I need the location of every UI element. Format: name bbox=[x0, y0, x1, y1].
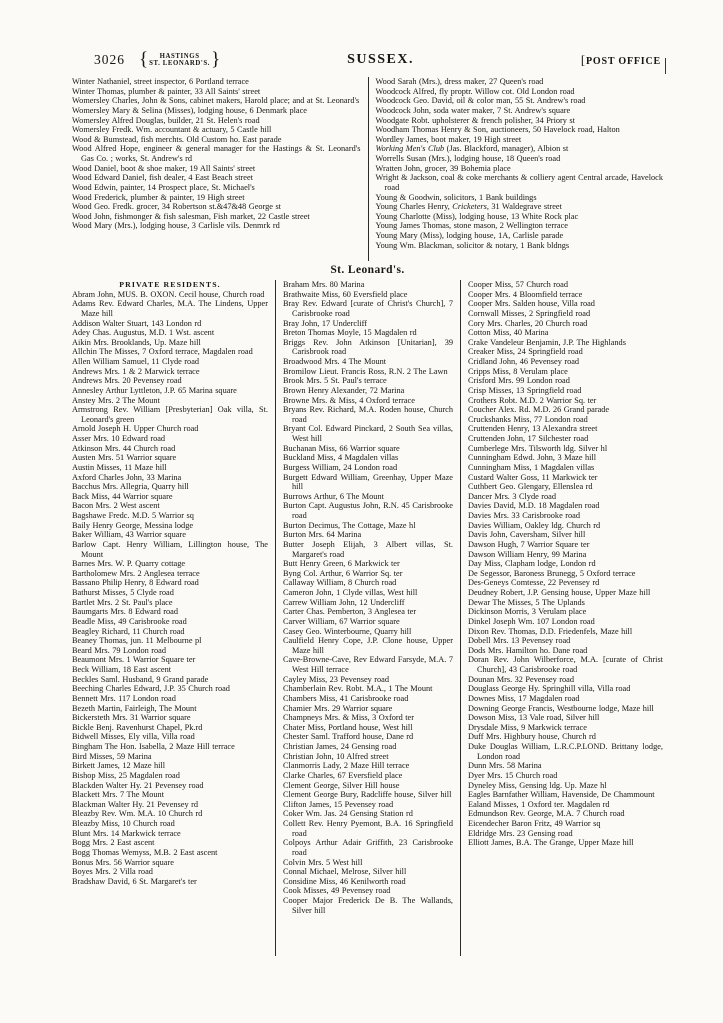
directory-entry: Clement George, Silver Hill house bbox=[283, 780, 400, 790]
directory-entry: Crisp Misses, 13 Springfield road bbox=[468, 385, 582, 395]
directory-entry: Custard Walter Goss, 11 Markwick ter bbox=[468, 472, 598, 482]
directory-entry: Winter Nathaniel, street inspector, 6 Portland terrace bbox=[72, 77, 249, 86]
county-title: SUSSEX. bbox=[347, 52, 414, 67]
directory-entry: Chambers Miss, 41 Carisbrooke road bbox=[283, 693, 409, 703]
directory-entry: Anstey Mrs. 2 The Mount bbox=[72, 395, 160, 405]
directory-entry: Bradshaw David, 6 St. Margaret's ter bbox=[72, 876, 197, 886]
section-title: St. Leonard's. bbox=[330, 264, 405, 276]
directory-entry: Bingham The Hon. Isabella, 2 Maze Hill terrace bbox=[72, 742, 235, 751]
directory-entry: Bogg Thomas Wemyss, M.B. 2 East ascent bbox=[72, 847, 218, 857]
directory-entry: Creaker Miss, 24 Springfield road bbox=[468, 347, 583, 357]
directory-entry: Crothers Robt. M.D. 2 Warrior Sq. ter bbox=[468, 395, 597, 405]
directory-entry: Downing George Francis, Westbourne lodge, Maze hill bbox=[468, 703, 654, 713]
private-residents-heading: PRIVATE RESIDENTS. bbox=[119, 280, 221, 289]
directory-entry: Wood John, fishmonger & fish salesman, Fish market, 22 Castle street bbox=[72, 211, 310, 221]
directory-entry: Clement George Bury, Radcliffe house, Silver hill bbox=[283, 790, 452, 800]
directory-entry: De Segessor, Baroness Brunegg, 5 Oxford terrace bbox=[468, 568, 636, 578]
directory-entry: Des-Geneys Comtesse, 22 Pevensey rd bbox=[468, 578, 600, 588]
directory-entry: Bickersteth Mrs. 31 Warrior square bbox=[72, 713, 191, 723]
directory-entry: Cooper Miss, 57 Church road bbox=[468, 280, 568, 289]
directory-entry: Bleazby Miss, 10 Church road bbox=[72, 819, 175, 828]
directory-entry: Dounan Mrs. 32 Pevensey road bbox=[468, 674, 574, 684]
directory-entry: Bray Rev. Edward [curate of Christ's Church], 7 Carisbrooke road bbox=[283, 299, 453, 318]
directory-entry: Andrews Mrs. 20 Pevensey road bbox=[72, 376, 182, 386]
running-head-line1: HASTINGS bbox=[159, 52, 200, 60]
directory-entry: Clanmorris Lady, 2 Maze Hill terrace bbox=[283, 761, 410, 771]
directory-entry: Cayley Miss, 23 Pevensey road bbox=[283, 674, 389, 684]
directory-entry: Carrew William John, 12 Undercliff bbox=[283, 597, 405, 607]
directory-entry: Womersley Fredk. Wm. accountant & actuary, 5 Castle hill bbox=[72, 125, 272, 135]
directory-entry: Downes Miss, 17 Magdalen road bbox=[468, 693, 580, 703]
directory-entry: Buckland Miss, 4 Magdalen villas bbox=[283, 453, 399, 463]
directory-entry: Bryant Col. Edward Pinckard, 2 South Sea villas, West hill bbox=[283, 424, 453, 443]
brace-close: } bbox=[211, 49, 221, 70]
directory-entry: Chamier Mrs. 29 Warrior square bbox=[283, 703, 393, 713]
directory-entry: Asser Mrs. 10 Edward road bbox=[72, 434, 166, 443]
continuation-section bbox=[72, 77, 663, 261]
directory-entry: Dyer Mrs. 15 Church road bbox=[468, 770, 558, 780]
directory-entry: Edmundson Rev. George, M.A. 7 Church road bbox=[468, 809, 625, 819]
directory-entry: Beck William, 18 East ascent bbox=[72, 665, 172, 674]
directory-entry: Cory Mrs. Charles, 20 Church road bbox=[468, 318, 588, 328]
directory-entry: Dickinson Morris, 3 Verulam place bbox=[468, 607, 587, 617]
directory-entry: Bennett Mrs. 117 London road bbox=[72, 693, 176, 703]
directory-entry: Davies William, Oakley ldg. Church rd bbox=[468, 520, 601, 530]
directory-entry: Woodham Thomas Henry & Son, auctioneers, 50 Havelock road, Halton bbox=[375, 125, 620, 135]
private-residents-section bbox=[72, 280, 663, 956]
directory-entry: Boyes Mrs. 2 Villa road bbox=[72, 867, 153, 877]
directory-entry: Christian John, 10 Alfred street bbox=[283, 751, 389, 761]
directory-entry: Wood Frederick, plumber & painter, 19 High street bbox=[72, 192, 245, 202]
directory-entry: Casey Geo. Winterbourne, Quarry hill bbox=[283, 626, 412, 636]
brace-open: { bbox=[139, 49, 149, 70]
directory-entry: Atkinson Mrs. 44 Church road bbox=[72, 443, 176, 453]
directory-entry: Cuthbert Geo. Glengary, Ellenslea rd bbox=[468, 482, 593, 492]
directory-entry: Callaway William, 8 Church road bbox=[283, 578, 397, 588]
directory-entry: Bartlet Mrs. 2 St. Paul's place bbox=[72, 597, 173, 607]
directory-entry: Carver William, 67 Warrior square bbox=[283, 616, 400, 626]
directory-entry: Blunt Mrs. 14 Markwick terrace bbox=[72, 828, 181, 838]
directory-entry: Cameron John, 1 Clyde villas, West hill bbox=[283, 588, 418, 597]
directory-entry: Colpoys Arthur Adair Griffith, 23 Carisbrooke road bbox=[283, 838, 453, 857]
directory-entry: Woodcock Alfred, fly proptr. Willow cot. Old London road bbox=[375, 86, 575, 96]
directory-entry: Winter Thomas, plumber & painter, 33 All Saints' street bbox=[72, 86, 261, 96]
directory-entry: Wood & Bumstead, fish merchts. Old Custom ho. East parade bbox=[72, 134, 282, 144]
directory-entry: Cave-Browne-Cave, Rev Edward Farsyde, M.A. 7 West Hill terrace bbox=[283, 655, 453, 674]
directory-entry: Dawson William Henry, 99 Marina bbox=[468, 549, 587, 559]
directory-entry: Adey Chas. Augustus, M.D. 1 Wst. ascent bbox=[72, 328, 215, 338]
directory-entry: Wright & Jackson, coal & coke merchants & colliery agent Central arcade, Havelock road bbox=[375, 173, 663, 192]
directory-entry: Allen William Samuel, 11 Clyde road bbox=[72, 357, 200, 366]
directory-entry: Bassano Philip Henry, 8 Edward road bbox=[72, 578, 199, 588]
directory-entry: Wood Sarah (Mrs.), dress maker, 27 Queen's road bbox=[375, 77, 544, 86]
directory-entry: Wood Alfred Hope, engineer & general manager for the Hastings & St. Leonard's Gas Co. ; works, St. Andrew's rd bbox=[72, 144, 361, 163]
directory-entry: Burgett Edward William, Greenhay, Upper Maze hill bbox=[283, 472, 453, 492]
page-number: 3026 bbox=[94, 52, 125, 67]
directory-entry: Cooper Mrs. Salden house, Villa road bbox=[468, 299, 595, 309]
directory-entry: Axford Charles John, 33 Marina bbox=[72, 472, 182, 482]
directory-entry: Ealand Misses, 1 Oxford ter. Magdalen rd bbox=[468, 799, 610, 809]
directory-entry: Abram John, MUS. B. OXON. Cecil house, Church road bbox=[72, 289, 265, 299]
directory-entry: Chamberlain Rev. Robt. M.A., 1 The Mount bbox=[283, 684, 433, 694]
directory-entry: Dobell Mrs. 13 Pevensey road bbox=[468, 636, 571, 646]
directory-entry: Arnold Joseph H. Upper Church road bbox=[72, 424, 199, 434]
directory-entry: Carter Chas. Pemberton, 3 Anglesea ter bbox=[283, 607, 417, 617]
directory-entry: Eicendecher Baron Fritz, 49 Warrior sq bbox=[468, 819, 601, 828]
directory-entry: Austin Misses, 11 Maze hill bbox=[72, 462, 167, 472]
directory-entry: Dewar The Misses, 5 The Uplands bbox=[468, 597, 585, 607]
directory-entry: Cruttenden John, 17 Silchester road bbox=[468, 434, 589, 443]
directory-entry: Crisford Mrs. 99 London road bbox=[468, 376, 570, 386]
directory-entry: Doran Rev. John Wilberforce, M.A. [curate of Christ Church], 43 Carisbrooke road bbox=[468, 655, 663, 674]
directory-entry: Young & Goodwin, solicitors, 1 Bank buildings bbox=[375, 192, 537, 202]
directory-entry: Davies Mrs. 33 Carisbrooke road bbox=[468, 511, 580, 520]
directory-entry: Cotton Miss, 40 Marina bbox=[468, 328, 549, 338]
directory-entry: Coucher Alex. Rd. M.D. 26 Grand parade bbox=[468, 405, 610, 415]
directory-entry: Beaumont Mrs. 1 Warrior Square ter bbox=[72, 655, 196, 665]
residents-column-1-entries bbox=[72, 290, 268, 887]
directory-entry: Duff Mrs. Highbury house, Church rd bbox=[468, 732, 596, 742]
directory-entry: Wordley James, boot maker, 19 High street bbox=[375, 134, 522, 144]
directory-entry: Woodcock Geo. David, oil & color man, 55 St. Andrew's road bbox=[375, 96, 586, 106]
directory-entry: Wratten John, grocer, 39 Bohemia place bbox=[375, 163, 511, 173]
directory-entry: Considine Miss, 46 Kenilworth road bbox=[283, 876, 406, 886]
directory-entry: Champneys Mrs. & Miss, 3 Oxford ter bbox=[283, 713, 414, 723]
directory-entry: Baumgarts Mrs. 8 Edward road bbox=[72, 607, 178, 617]
directory-entry: Bird Misses, 59 Marina bbox=[72, 751, 152, 761]
directory-entry: Beard Mrs. 79 London road bbox=[72, 645, 166, 655]
directory-entry: Working Men's Club (Jas. Blackford, manager), Albion st bbox=[375, 144, 569, 154]
directory-entry: Brook Mrs. 5 St. Paul's terrace bbox=[283, 376, 387, 386]
directory-entry: Cruckshanks Miss, 77 London road bbox=[468, 414, 588, 424]
directory-entry: Braham Mrs. 80 Marina bbox=[283, 280, 365, 289]
directory-entry: Brathwaite Miss, 60 Eversfield place bbox=[283, 289, 408, 299]
directory-entry: Byng Col. Arthur, 6 Warrior Sq. ter bbox=[283, 568, 403, 578]
directory-entry: Burton Mrs. 64 Marina bbox=[283, 530, 362, 540]
directory-entry: Crake Vandeleur Benjamin, J.P. The Highlands bbox=[468, 337, 626, 347]
running-head-place bbox=[139, 49, 221, 70]
directory-entry: Day Miss, Clapham lodge, London rd bbox=[468, 559, 596, 569]
directory-entry: Burrows Arthur, 6 The Mount bbox=[283, 491, 384, 501]
directory-entry: Bleazby Rev. Wm. M.A. 10 Church rd bbox=[72, 809, 203, 819]
directory-entry: Beaney Thomas, jun. 11 Melbourne pl bbox=[72, 636, 202, 646]
directory-entry: Dyneley Miss, Gensing ldg. Up. Maze hl bbox=[468, 780, 607, 790]
directory-entry: Baker William, 43 Warrior square bbox=[72, 530, 186, 540]
directory-entry: Adams Rev. Edward Charles, M.A. The Lindens, Upper Maze hill bbox=[72, 299, 268, 318]
directory-entry: Worrells Susan (Mrs.), lodging house, 18 Queen's road bbox=[375, 154, 561, 163]
directory-entry: Beckles Saml. Husband, 9 Grand parade bbox=[72, 674, 209, 684]
directory-entry: Womersley Alfred Douglas, builder, 21 St. Helen's road bbox=[72, 115, 260, 125]
directory-entry: Woodcock John, soda water maker, 7 St. Andrew's square bbox=[375, 105, 571, 115]
post-office-label: [POST OFFICE bbox=[580, 52, 661, 67]
directory-entry: Broadwood Mrs. 4 The Mount bbox=[283, 357, 387, 366]
running-head-line2: ST. LEONARD'S. bbox=[149, 60, 211, 67]
directory-entry: Cripps Miss, 8 Verulam place bbox=[468, 366, 568, 376]
directory-entry: Bathurst Misses, 5 Clyde road bbox=[72, 588, 174, 597]
directory-entry: Bartholomew Mrs. 2 Anglesea terrace bbox=[72, 568, 200, 578]
directory-entry: Cunningham Miss, 1 Magdalen villas bbox=[468, 462, 595, 472]
directory-entry: Browne Mrs. & Miss, 4 Oxford terrace bbox=[283, 395, 415, 405]
directory-entry: Chater Miss, Portland house, West hill bbox=[283, 722, 413, 732]
directory-entry: Davies David, M.D. 18 Magdalen road bbox=[468, 501, 600, 511]
directory-entry: Drysdale Miss, 9 Markwick terrace bbox=[468, 722, 587, 732]
directory-entry: Duke Douglas William, L.R.C.P.LOND. Brittany lodge, London road bbox=[468, 742, 663, 761]
directory-entry: Bonus Mrs. 56 Warrior square bbox=[72, 857, 174, 867]
directory-entry: Wood Geo. Fredk. grocer, 34 Robertson st.&47&48 George st bbox=[72, 202, 281, 212]
directory-entry: Andrews Mrs. 1 & 2 Marwick terrace bbox=[72, 366, 200, 376]
directory-entry: Wood Daniel, boot & shoe maker, 19 All Saints' street bbox=[72, 163, 256, 173]
directory-entry: Butt Henry Green, 6 Markwick ter bbox=[283, 559, 400, 569]
directory-entry: Birkett James, 12 Maze hill bbox=[72, 761, 166, 771]
directory-entry: Young Wm. Blackman, solicitor & notary, 1 Bank bldngs bbox=[375, 240, 570, 250]
directory-entry: Dowson Miss, 13 Vale road, Silver hill bbox=[468, 713, 600, 723]
directory-entry: Bryans Rev. Richard, M.A. Roden house, Church road bbox=[283, 405, 453, 424]
directory-entry: Blackett Mrs. 7 The Mount bbox=[72, 790, 165, 800]
scan-edge-mark bbox=[665, 58, 666, 74]
top-right-column bbox=[368, 77, 664, 261]
residents-column-2 bbox=[275, 280, 460, 956]
directory-entry: Young James Thomas, stone mason, 2 Wellington terrace bbox=[375, 221, 568, 231]
directory-entry: Elliott James, B.A. The Grange, Upper Maze hill bbox=[468, 838, 634, 848]
directory-entry: Cook Misses, 49 Pevensey road bbox=[283, 886, 391, 896]
directory-entry: Eldridge Mrs. 23 Gensing road bbox=[468, 828, 573, 838]
directory-entry: Chester Saml. Trafford house, Dane rd bbox=[283, 732, 414, 742]
directory-entry: Wood Mary (Mrs.), lodging house, 3 Carlisle vils. Denmrk rd bbox=[72, 221, 280, 231]
directory-entry: Cruttenden Henry, 13 Alexandra street bbox=[468, 424, 598, 434]
directory-entry: Aikin Mrs. Brooklands, Up. Maze hill bbox=[72, 337, 201, 347]
directory-entry: Briggs Rev. John Atkinson [Unitarian], 39 Carisbrook road bbox=[283, 337, 453, 357]
directory-entry: Bacchus Mrs. Allegria, Quarry hill bbox=[72, 482, 189, 492]
directory-entry: Young Charles Henry, Cricketers, 31 Waldegrave street bbox=[375, 202, 562, 212]
directory-entry: Deudney Robert, J.P. Gensing house, Upper Maze hill bbox=[468, 588, 651, 597]
directory-entry: Dunn Mrs. 58 Marina bbox=[468, 761, 542, 771]
directory-entry: Collett Rev. Henry Pyemont, B.A. 16 Springfield road bbox=[283, 819, 453, 838]
directory-entry: Back Miss, 44 Warrior square bbox=[72, 491, 173, 501]
directory-entry: Wood Edward Daniel, fish dealer, 4 East Beach street bbox=[72, 173, 253, 183]
directory-entry: Buchanan Miss, 66 Warrior square bbox=[283, 443, 400, 453]
directory-entry: Davis John, Caversham, Silver hill bbox=[468, 530, 586, 540]
directory-entry: Addison Walter Stuart, 143 London rd bbox=[72, 318, 202, 328]
directory-entry: Bishop Miss, 25 Magdalen road bbox=[72, 770, 180, 780]
directory-entry: Bogg Mrs. 2 East ascent bbox=[72, 838, 155, 848]
directory-entry: Cooper Mrs. 4 Bloomfield terrace bbox=[468, 289, 583, 299]
directory-entry: Blackman Walter Hy. 21 Pevensey rd bbox=[72, 799, 198, 809]
directory-entry: Burton Decimus, The Cottage, Maze hl bbox=[283, 520, 416, 530]
directory-entry: Dawson Hugh, 7 Warrior Square ter bbox=[468, 539, 590, 549]
directory-entry: Colvin Mrs. 5 West hill bbox=[283, 857, 363, 867]
post-office-bracket: [ bbox=[580, 52, 586, 67]
directory-entry: Austen Mrs. 51 Warrior square bbox=[72, 453, 177, 463]
directory-entry: Cumberlege Mrs. Tilsworth ldg. Silver hl bbox=[468, 443, 608, 453]
directory-entry: Bagshawe Fredc. M.D. 5 Warrior sq bbox=[72, 511, 194, 520]
directory-entry: Beeching Charles Edward, J.P. 35 Church road bbox=[72, 684, 230, 694]
directory-entry: Christian James, 24 Gensing road bbox=[283, 742, 397, 751]
directory-entry: Bray John, 17 Undercliff bbox=[283, 318, 367, 328]
residents-column-3 bbox=[460, 280, 663, 956]
directory-entry: Dinkel Joseph Wm. 107 London road bbox=[468, 616, 595, 626]
directory-entry: Armstrong Rev. William [Presbyterian] Oak villa, St. Leonard's green bbox=[72, 405, 268, 424]
directory-entry: Beadle Miss, 49 Carisbrooke road bbox=[72, 616, 187, 626]
directory-entry: Brown Henry Alexander, 72 Marina bbox=[283, 385, 405, 395]
directory-entry: Annesley Arthur Lyttleton, J.P. 65 Marina square bbox=[72, 385, 237, 395]
directory-entry: Barlow Capt. Henry William, Lillington house, The Mount bbox=[72, 539, 268, 559]
directory-entry: Womersley Charles, John & Sons, cabinet makers, Harold place; and at St. Leonard's bbox=[72, 96, 360, 106]
directory-entry: Bidwell Misses, Ely villa, Villa road bbox=[72, 732, 195, 742]
directory-entry: Douglass George Hy. Springhill villa, Villa road bbox=[468, 684, 631, 694]
directory-entry: Womersley Mary & Selina (Misses), lodging house, 6 Denmark place bbox=[72, 105, 307, 115]
running-header bbox=[72, 49, 663, 70]
directory-entry: Bromilow Lieut. Francis Ross, R.N. 2 The Lawn bbox=[283, 366, 448, 376]
directory-entry: Breton Thomas Moyle, 15 Magdalen rd bbox=[283, 328, 417, 338]
directory-entry: Bezeth Martin, Fairleigh, The Mount bbox=[72, 703, 197, 713]
directory-entry: Blackden Walter Hy. 21 Pevensey road bbox=[72, 780, 204, 790]
directory-entry: Bacon Mrs. 2 West ascent bbox=[72, 501, 160, 511]
directory-entry: Eagles Barnfather William, Havenside, De Chammount bbox=[468, 790, 655, 800]
directory-entry: Burgess William, 24 London road bbox=[283, 462, 398, 472]
directory-entry: Woodgate Robt. upholsterer & french polisher, 34 Priory st bbox=[375, 115, 575, 125]
directory-entry: Connal Michael, Melrose, Silver hill bbox=[283, 867, 407, 877]
directory-entry: Coker Wm. Jas. 24 Gensing Station rd bbox=[283, 809, 413, 819]
directory-entry: Beagley Richard, 11 Church road bbox=[72, 626, 185, 636]
directory-entry: Cunningham Edwd. John, 3 Maze hill bbox=[468, 453, 597, 463]
residents-column-1 bbox=[72, 280, 275, 956]
directory-entry: Dods Mrs. Hamilton ho. Dane road bbox=[468, 645, 588, 655]
directory-entry: Caulfield Henry Cope, J.P. Clone house, Upper Maze hill bbox=[283, 636, 453, 655]
directory-entry: Bickle Benj. Ravenhurst Chapel, Pk.rd bbox=[72, 722, 203, 732]
directory-entry: Clifton James, 15 Pevensey road bbox=[283, 799, 394, 809]
directory-entry: Cornwall Misses, 2 Springfield road bbox=[468, 308, 591, 318]
top-left-column bbox=[72, 77, 368, 261]
directory-entry: Cooper Major Frederick De B. The Wallands, Silver hill bbox=[283, 896, 453, 915]
directory-entry: Burton Capt. Augustus John, R.N. 45 Carisbrooke road bbox=[283, 501, 453, 520]
directory-entry: Cridland John, 46 Pevensey road bbox=[468, 357, 580, 366]
directory-entry: Baily Henry George, Messina lodge bbox=[72, 520, 194, 530]
directory-entry: Dixon Rev. Thomas, D.D. Friedenfels, Maze hill bbox=[468, 626, 633, 636]
directory-entry: Clarke Charles, 67 Eversfield place bbox=[283, 770, 403, 780]
directory-entry: Young Mary (Miss), lodging house, 1A, Carlisle parade bbox=[375, 231, 564, 240]
directory-entry: Allchin The Misses, 7 Oxford terrace, Magdalen road bbox=[72, 347, 253, 357]
directory-entry: Wood Edwin, painter, 14 Prospect place, St. Michael's bbox=[72, 182, 255, 192]
directory-entry: Young Charlotte (Miss), lodging house, 13 White Rock plac bbox=[375, 211, 579, 221]
directory-entry: Barnes Mrs. W. P. Quarry cottage bbox=[72, 559, 186, 569]
directory-entry: Butter Joseph Elijah, 3 Albert villas, St. Margaret's road bbox=[283, 539, 453, 559]
directory-entry: Dancer Mrs. 3 Clyde road bbox=[468, 491, 557, 501]
